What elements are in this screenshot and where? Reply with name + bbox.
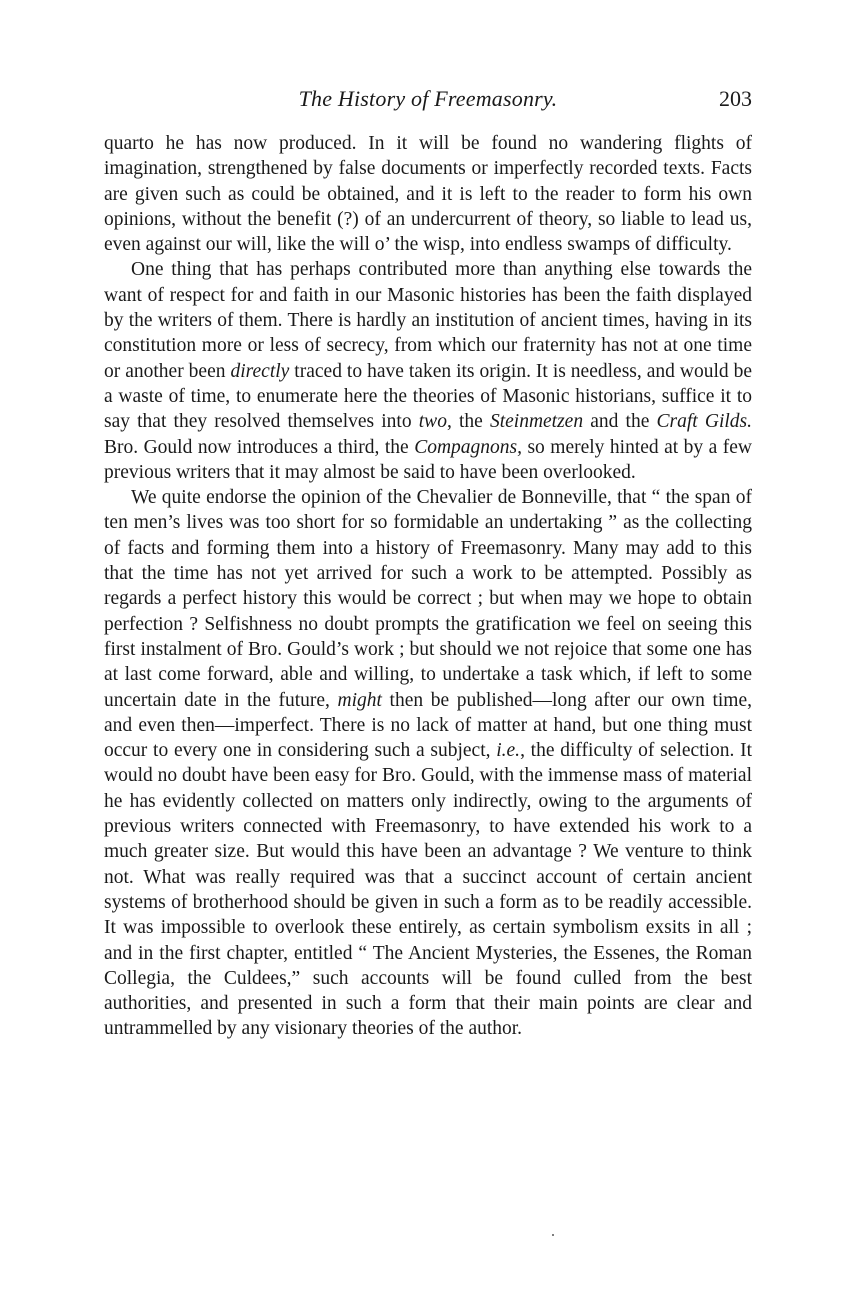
italic-text-run: Compagnons,: [414, 436, 522, 458]
body-text: [104, 131, 752, 1042]
italic-text-run: Steinmetzen: [489, 411, 584, 433]
text-run: We quite endorse the opinion of the Chevalier de Bonneville, that “ the span of ten men’s lives was too short for so formidable an undertaking ” as the collecting of facts and forming them into a history of Freemasonry. Many may add to this that the time has not yet arrived for such a work to be attempted. Possibly as regards a perfect history this would be correct ; but when may we hope to obtain perfection ? Selfishness no doubt prompts the gratification we feel on seeing this first instalment of Bro. Gould’s work ; but should we not rejoice that some one has at last come forward, able and willing, to undertake a task which, if left to some uncertain date in the future,: [104, 487, 752, 711]
text-run: then be published—long after our own time, and even then—imperfect. There is no lack of matter at hand, but one thing must occur to every one in considering such a subject,: [104, 689, 752, 762]
running-title: The History of Freemasonry.: [298, 86, 558, 111]
text-run: Bro. Gould now introduces a third, the: [104, 436, 415, 458]
text-run: One thing that has perhaps contributed more than anything else towards the want of respect for and faith in our Masonic histories has been the faith displayed by the writers of them. There is hardly an institution of ancient times, having in its constitution more or less of secrecy, from which our fraternity has not at one time or another been: [104, 259, 752, 382]
text-run: traced to have taken its origin. It is needless, and would be a waste of time, to enumerate here the theories of Masonic historians, suffice it to say that they resolved themselves into: [104, 360, 753, 433]
italic-text-run: two: [418, 411, 447, 433]
text-run: , the: [446, 411, 490, 433]
text-run: so merely hinted at by a few previous writers that it may almost be said to have been overlooked.: [104, 436, 752, 483]
running-head: [104, 84, 752, 114]
text-run: , the difficulty of selection. It would no doubt have been easy for Bro. Gould, with the immense mass of material he has evidently collected on matters only indirectly, owing to the arguments of previous writers connected with Freemasonry, to have extended his work to a much greater size. But would this have been an advantage ? We venture to think not. What was really required was that a succinct account of certain ancient systems of brotherhood should be given in such a form as to be readily accessible. It was impossible to overlook these entirely, as certain symbolism exsits in all ; and in the first chapter, entitled “ The Ancient Mysteries, the Essenes, the Roman Collegia, the Culdees,” such accounts will be found culled from the best authorities, and presented in such a form that their main points are clear and untrammelled by any visionary theories of the author.: [104, 740, 752, 1040]
paragraph-3: [104, 485, 752, 1042]
italic-text-run: Craft Gilds.: [656, 411, 752, 433]
italic-text-run: might: [337, 689, 382, 711]
ink-speck: [552, 1234, 554, 1236]
italic-text-run: directly: [230, 360, 290, 382]
text-run: and the: [583, 411, 657, 433]
paragraph-2: [104, 257, 752, 485]
italic-text-run: i.e.: [496, 740, 521, 762]
paragraph-1: [104, 131, 752, 257]
text-run: quarto he has now produced. In it will be found no wandering flights of imagination, strengthened by false documents or imperfectly recorded texts. Facts are given such as could be obtained, and it is left to the reader to form his own opinions, without the benefit (?) of an undercurrent of theory, so liable to lead us, even against our will, like the will o’ the wisp, into endless swamps of difficulty.: [104, 133, 752, 256]
page-number: 203: [719, 86, 752, 111]
